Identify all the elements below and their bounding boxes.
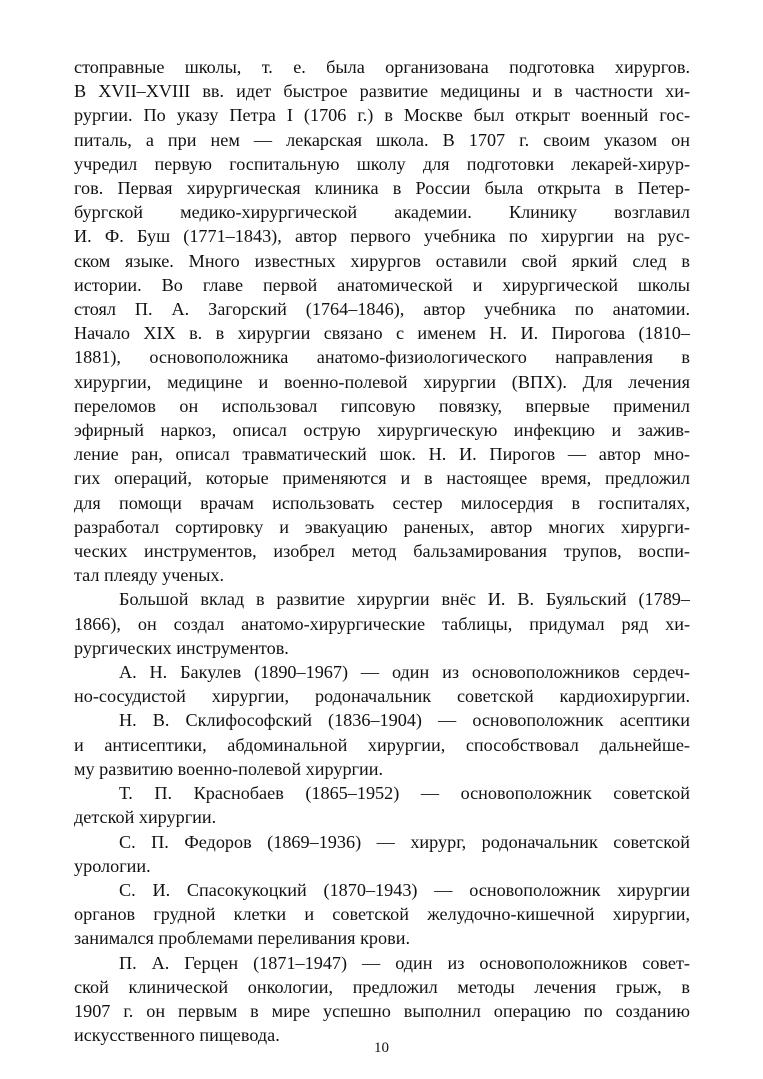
text-line: 1866), он создал анатомо-хирургические таблицы, придумал ряд хи-: [74, 613, 690, 634]
text-line: и антисептики, абдоминальной хирургии, способствовал дальнейше-: [74, 734, 690, 755]
page-body: [74, 55, 690, 1047]
text-line: разработал сортировку и эвакуацию раненых, автор многих хирурги-: [74, 516, 690, 537]
paragraph-gertsen: [74, 951, 690, 1048]
text-line: Большой вклад в развитие хирургии внёс И. В. Буяльский (1789–: [119, 589, 690, 610]
text-line: А. Н. Бакулев (1890–1967) — один из основоположников сердеч-: [119, 662, 690, 683]
text-line: 1881), основоположника анатомо-физиологического направления в: [74, 347, 690, 368]
text-line: С. И. Спасокукоцкий (1870–1943) — основоположник хирургии: [119, 879, 690, 900]
text-line: Т. П. Краснобаев (1865–1952) — основоположник советской: [119, 783, 690, 804]
page-number: 10: [374, 1040, 389, 1056]
paragraph-sklifosofsky: [74, 708, 690, 781]
text-line: учредил первую госпитальную школу для подготовки лекарей-хирур-: [74, 153, 690, 174]
paragraph-krasnobaev: [74, 781, 690, 829]
text-line: искусственного пищевода.: [74, 1025, 280, 1046]
text-line: для помощи врачам использовать сестер милосердия в госпиталях,: [74, 492, 690, 513]
text-line: эфирный наркоз, описал острую хирургическую инфекцию и зажив-: [74, 420, 690, 441]
text-line: но-сосудистой хирургии, родоначальник советской кардиохирургии.: [74, 686, 690, 707]
text-line: хирургии, медицине и военно-полевой хирургии (ВПХ). Для лечения: [74, 371, 690, 392]
text-line: бургской медико-хирургической академии. Клинику возглавил: [74, 202, 690, 223]
text-line: му развитию военно-полевой хирургии.: [74, 758, 384, 779]
text-line: И. Ф. Буш (1771–1843), автор первого учебника по хирургии на рус-: [74, 226, 690, 247]
paragraph-buyalsky: [74, 587, 690, 660]
paragraph-spasokukotsky: [74, 878, 690, 951]
text-line: В XVII–XVIII вв. идет быстрое развитие медицины и в частности хи-: [74, 81, 690, 102]
text-line: стоправные школы, т. е. была организована подготовка хирургов.: [74, 57, 690, 77]
text-line: ском языке. Много известных хирургов оставили свой яркий след в: [74, 250, 690, 271]
text-line: ческих инструментов, изобрел метод бальзамирования трупов, воспи-: [74, 541, 690, 562]
text-line: С. П. Федоров (1869–1936) — хирург, родоначальник советской: [119, 831, 690, 852]
text-line: Начало XIX в. в хирургии связано с именем Н. И. Пирогова (1810–: [74, 323, 690, 344]
text-line: занимался проблемами переливания крови.: [74, 928, 410, 949]
text-line: стоял П. А. Загорский (1764–1846), автор учебника по анатомии.: [74, 299, 690, 320]
paragraph-history-overview: [74, 55, 690, 587]
text-line: 1907 г. он первым в мире успешно выполнил операцию по созданию: [74, 1000, 690, 1021]
text-line: ской клинической онкологии, предложил методы лечения грыж, в: [74, 976, 690, 997]
paragraph-bakulev: [74, 660, 690, 708]
paragraph-fedorov: [74, 830, 690, 878]
text-line: истории. Во главе первой анатомической и хирургической школы: [74, 274, 690, 295]
text-line: детской хирургии.: [74, 807, 217, 828]
text-line: переломов он использовал гипсовую повязку, впервые применил: [74, 395, 690, 416]
text-line: питаль, а при нем — лекарская школа. В 1707 г. своим указом он: [74, 129, 690, 150]
text-line: органов грудной клетки и советской желудочно-кишечной хирургии,: [74, 904, 690, 925]
text-line: Н. В. Склифософский (1836–1904) — основоположник асептики: [119, 710, 690, 731]
text-line: тал плеяду ученых.: [74, 565, 225, 586]
text-line: рургии. По указу Петра I (1706 г.) в Москве был открыт военный гос-: [74, 105, 690, 126]
text-line: гов. Первая хирургическая клиника в России была открыта в Петер-: [74, 178, 690, 199]
text-line: урологии.: [74, 855, 151, 876]
text-line: гих операций, которые применяются и в настоящее время, предложил: [74, 468, 690, 489]
text-line: П. А. Герцен (1871–1947) — один из основоположников совет-: [119, 952, 690, 973]
text-line: ление ран, описал травматический шок. Н. И. Пирогов — автор мно-: [74, 444, 690, 465]
text-line: рургических инструментов.: [74, 637, 289, 658]
